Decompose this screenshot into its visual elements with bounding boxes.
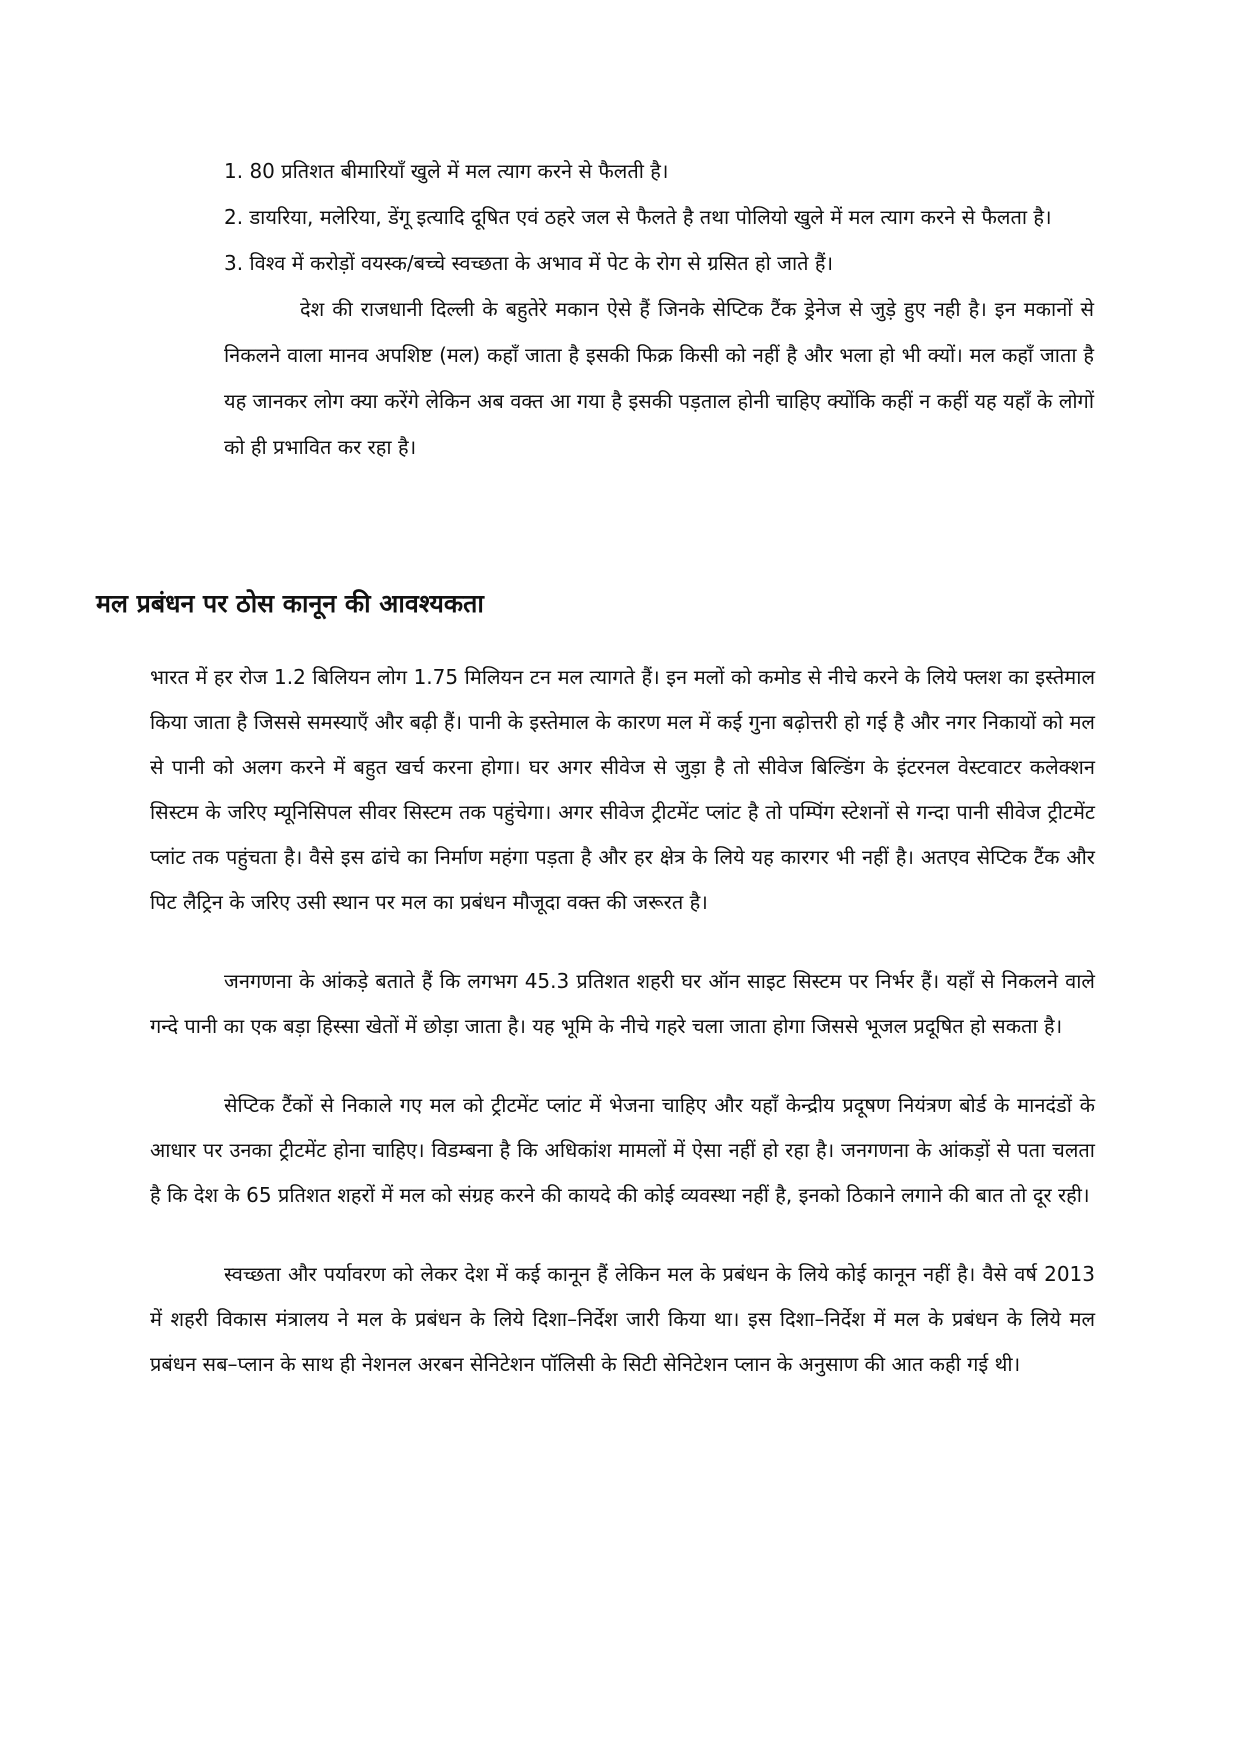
section-heading: मल प्रबंधन पर ठोस कानून की आवश्यकता [96,589,484,618]
main-section [150,655,1095,1421]
list-item-3: 3. विश्व में करोड़ों वयस्क/बच्चे स्वच्छता के अभाव में पेट के रोग से ग्रसित हो जाते हैं। [224,251,834,275]
paragraph-1: भारत में हर रोज 1.2 बिलियन लोग 1.75 मिलियन टन मल त्यागते हैं। इन मलों को कमोड से नीचे करने के लिये फ्लश का इस्तेमाल किया जाता है जिससे समस्याएँ और बढ़ी हैं। पानी के इस्तेमाल के कारण मल में कई गुना बढ़ोत्तरी हो गई है और नगर निकायों को मल से पानी को अलग करने में बहुत खर्च करना होगा। घर अगर सीवेज से जुड़ा है तो सीवेज बिल्डिंग के इंटरनल वेस्टवाटर कलेक्शन सिस्टम के जरिए म्यूनिसिपल सीवर सिस्टम तक पहुंचेगा। अगर सीवेज ट्रीटमेंट प्लांट है तो पम्पिंग स्टेशनों से गन्दा पानी सीवेज ट्रीटमेंट प्लांट तक पहुंचता है। वैसे इस ढांचे का निर्माण महंगा पड़ता है और हर क्षेत्र के लिये यह कारगर भी नहीं है। अतएव सेप्टिक टैंक और पिट लैट्रिन के जरिए उसी स्थान पर मल का प्रबंधन मौजूदा वक्त की जरूरत है। [150,665,1095,914]
list-item-1: 1. 80 प्रतिशत बीमारियाँ खुले में मल त्याग करने से फैलती है। [224,159,669,183]
paragraph-4: स्वच्छता और पर्यावरण को लेकर देश में कई कानून हैं लेकिन मल के प्रबंधन के लिये कोई कानून नहीं है। वैसे वर्ष 2013 में शहरी विकास मंत्रालय ने मल के प्रबंधन के लिये दिशा–निर्देश जारी किया था। इस दिशा–निर्देश में मल के प्रबंधन के लिये मल प्रबंधन सब–प्लान के साथ ही नेशनल अरबन सेनिटेशन पॉलिसी के सिटी सेनिटेशन प्लान के अनुसाण की आत कही गई थी। [150,1262,1095,1376]
paragraph-3: सेप्टिक टैंकों से निकाले गए मल को ट्रीटमेंट प्लांट में भेजना चाहिए और यहाँ केन्द्रीय प्रदूषण नियंत्रण बोर्ड के मानदंडों के आधार पर उनका ट्रीटमेंट होना चाहिए। विडम्बना है कि अधिकांश मामलों में ऐसा नहीं हो रहा है। जनगणना के आंकड़ों से पता चलता है कि देश के 65 प्रतिशत शहरों में मल को संग्रह करने की कायदे की कोई व्यवस्था नहीं है, इनको ठिकाने लगाने की बात तो दूर रही। [150,1093,1095,1207]
paragraph-2: जनगणना के आंकड़े बताते हैं कि लगभग 45.3 प्रतिशत शहरी घर ऑन साइट सिस्टम पर निर्भर हैं। यहाँ से निकलने वाले गन्दे पानी का एक बड़ा हिस्सा खेतों में छोड़ा जाता है। यह भूमि के नीचे गहरे चला जाता होगा जिससे भूजल प्रदूषित हो सकता है। [150,969,1095,1038]
list-item-2: 2. डायरिया, मलेरिया, डेंगू इत्यादि दूषित एवं ठहरे जल से फैलते है तथा पोलियो खुले में मल त्याग करने से फैलता है। [224,205,1052,229]
intro-section [224,148,1094,470]
intro-paragraph: देश की राजधानी दिल्ली के बहुतेरे मकान ऐसे हैं जिनके सेप्टिक टैंक ड्रेनेज से जुड़े हुए नही है। इन मकानों से निकलने वाला मानव अपशिष्ट (मल) कहाँ जाता है इसकी फिक्र किसी को नहीं है और भला हो भी क्यों। मल कहाँ जाता है यह जानकर लोग क्या करेंगे लेकिन अब वक्त आ गया है इसकी पड़ताल होनी चाहिए क्योंकि कहीं न कहीं यह यहाँ के लोगों को ही प्रभावित कर रहा है। [224,297,1094,459]
